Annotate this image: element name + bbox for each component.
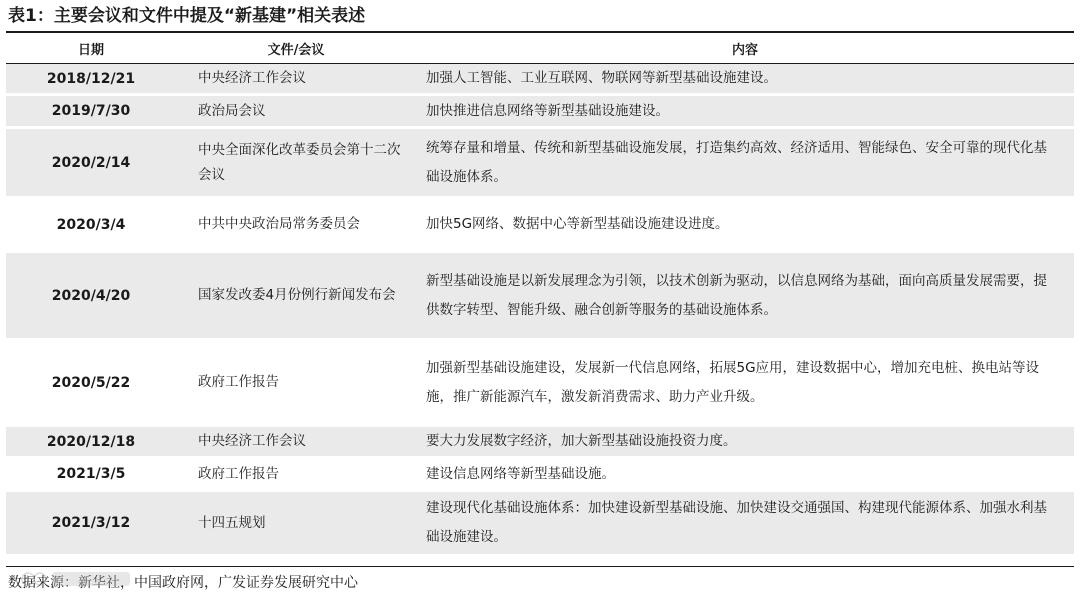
source-note: 数据来源：新华社，中国政府网，广发证券发展研究中心 (8, 575, 358, 591)
row-date: 2021/3/12 (6, 492, 176, 557)
row-document: 国家发改委4月份例行新闻发布会 (176, 253, 416, 341)
header-document: 文件/会议 (176, 33, 416, 64)
row-content: 加快推进信息网络等新型基础设施建设。 (416, 96, 1074, 129)
row-content: 加强人工智能、工业互联网、物联网等新型基础设施建设。 (416, 64, 1074, 96)
table-header-row (6, 33, 1074, 64)
row-content: 建设信息网络等新型基础设施。 (416, 459, 1074, 492)
row-date: 2018/12/21 (6, 64, 176, 96)
row-document: 政治局会议 (176, 96, 416, 129)
table-row (6, 459, 1074, 492)
row-content: 建设现代化基础设施体系：加快建设新型基础设施、加快建设交通强国、构建现代能源体系、加强水利基础设施建设。 (416, 492, 1074, 557)
bottom-rule (6, 566, 1074, 567)
table-row (6, 199, 1074, 253)
row-document: 中共中央政治局常务委员会 (176, 199, 416, 253)
table-row (6, 341, 1074, 427)
row-content: 加强新型基础设施建设，发展新一代信息网络，拓展5G应用，建设数据中心，增加充电桩、换电站等设施，推广新能源汽车，激发新消费需求、助力产业升级。 (416, 341, 1074, 427)
row-date: 2020/3/4 (6, 199, 176, 253)
row-content: 统筹存量和增量、传统和新型基础设施发展，打造集约高效、经济适用、智能绿色、安全可靠的现代化基础设施体系。 (416, 129, 1074, 199)
row-date: 2021/3/5 (6, 459, 176, 492)
row-date: 2020/4/20 (6, 253, 176, 341)
row-document: 中央经济工作会议 (176, 64, 416, 96)
row-content: 新型基础设施是以新发展理念为引领，以技术创新为驱动，以信息网络为基础，面向高质量发展需要，提供数字转型、智能升级、融合创新等服务的基础设施体系。 (416, 253, 1074, 341)
header-content: 内容 (416, 33, 1074, 64)
row-date: 2020/2/14 (6, 129, 176, 199)
table-title: 表1：主要会议和文件中提及“新基建”相关表述 (8, 6, 366, 26)
row-date: 2020/12/18 (6, 427, 176, 459)
table-row (6, 427, 1074, 459)
row-document: 中央经济工作会议 (176, 427, 416, 459)
table-row (6, 492, 1074, 557)
row-date: 2020/5/22 (6, 341, 176, 427)
row-document: 中央全面深化改革委员会第十二次会议 (176, 129, 416, 199)
policy-table (6, 33, 1074, 557)
table-row (6, 129, 1074, 199)
header-date: 日期 (6, 33, 176, 64)
table-row (6, 96, 1074, 129)
row-document: 政府工作报告 (176, 341, 416, 427)
watermark-logo-icon (18, 566, 136, 592)
table-row (6, 253, 1074, 341)
row-content: 要大力发展数字经济，加大新型基础设施投资力度。 (416, 427, 1074, 459)
row-date: 2019/7/30 (6, 96, 176, 129)
table-row (6, 64, 1074, 96)
row-document: 十四五规划 (176, 492, 416, 557)
row-document: 政府工作报告 (176, 459, 416, 492)
row-content: 加快5G网络、数据中心等新型基础设施建设进度。 (416, 199, 1074, 253)
